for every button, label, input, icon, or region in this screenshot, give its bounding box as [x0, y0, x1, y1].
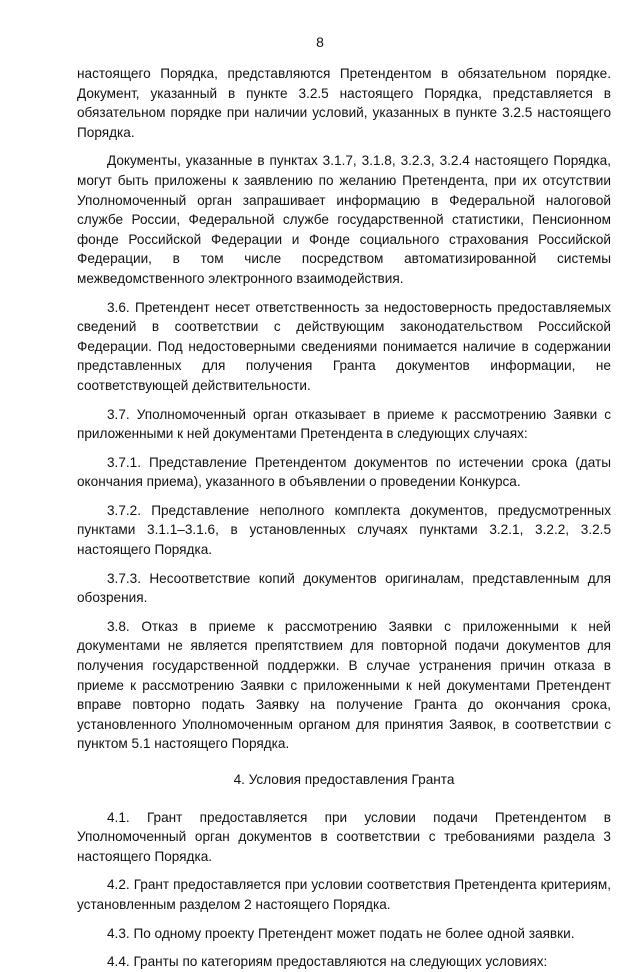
paragraph: 4.3. По одному проекту Претендент может подать не более одной заявки. — [107, 925, 575, 941]
page-number: 8 — [316, 34, 324, 50]
paragraph: Документы, указанные в пунктах 3.1.7, 3.1.8, 3.2.3, 3.2.4 настоящего Порядка, могут быть приложены к заявлению по желанию Претендента, при их отсутствии Уполномоченный орган запрашивает информацию в Федеральной налоговой службе России, Федеральной службе государственной статистики, Пенсионном фонде Российской Федерации и Фонде социального страхования Российской Федерации, в том числе посредством автоматизированной системы межведомственного электронного взаимодействия. — [77, 153, 611, 286]
section-heading: 4. Условия предоставления Гранта — [233, 772, 455, 787]
paragraph: 3.6. Претендент несет ответственность за недостоверность предоставляемых сведений в соответствии с действующим законодательством Российской Федерации. Под недостоверными сведениями понимается наличие в содержании представленных для получения Гранта документов информации, не соответствующей действительности. — [77, 299, 611, 393]
paragraph: 3.7.2. Представление неполного комплекта документов, предусмотренных пунктами 3.1.1–3.1.6, в установленных случаях пунктами 3.2.1, 3.2.2, 3.2.5 настоящего Порядка. — [77, 502, 611, 558]
paragraph: 4.1. Грант предоставляется при условии подачи Претендентом в Уполномоченный орган документов в соответствии с требованиями раздела 3 настоящего Порядка. — [77, 809, 611, 864]
paragraph: 3.7.3. Несоответствие копий документов оригиналам, представленным для обозрения. — [77, 570, 611, 606]
paragraph: 3.7.1. Представление Претендентом документов по истечении срока (даты окончания приема), указанного в объявлении о проведении Конкурса. — [77, 454, 611, 490]
paragraph: 3.8. Отказ в приеме к рассмотрению Заявки с приложенными к ней документами не является препятствием для повторной подачи документов для получения государственной поддержки. В случае устранения причин отказа в приеме к рассмотрению Заявки с приложенными к ней документами Претендент вправе повторно подать Заявку на получение Гранта до окончания срока, установленного Уполномоченным органом для принятия Заявок, в соответствии с пунктом 5.1 настоящего Порядка. — [77, 618, 611, 752]
document-body — [77, 64, 611, 972]
paragraph: 4.4. Гранты по категориям предоставляются на следующих условиях: — [107, 954, 548, 970]
paragraph: 3.7. Уполномоченный орган отказывает в приеме к рассмотрению Заявки с приложенными к ней документами Претендента в следующих случаях: — [77, 406, 611, 442]
paragraph: настоящего Порядка, представляются Претендентом в обязательном порядке. Документ, указанный в пункте 3.2.5 настоящего Порядка, представляется в обязательном порядке при наличии условий, указанных в пункте 3.2.5 настоящего Порядка. — [77, 66, 611, 140]
paragraph: 4.2. Грант предоставляется при условии соответствия Претендента критериям, установленным разделом 2 настоящего Порядка. — [77, 877, 611, 912]
